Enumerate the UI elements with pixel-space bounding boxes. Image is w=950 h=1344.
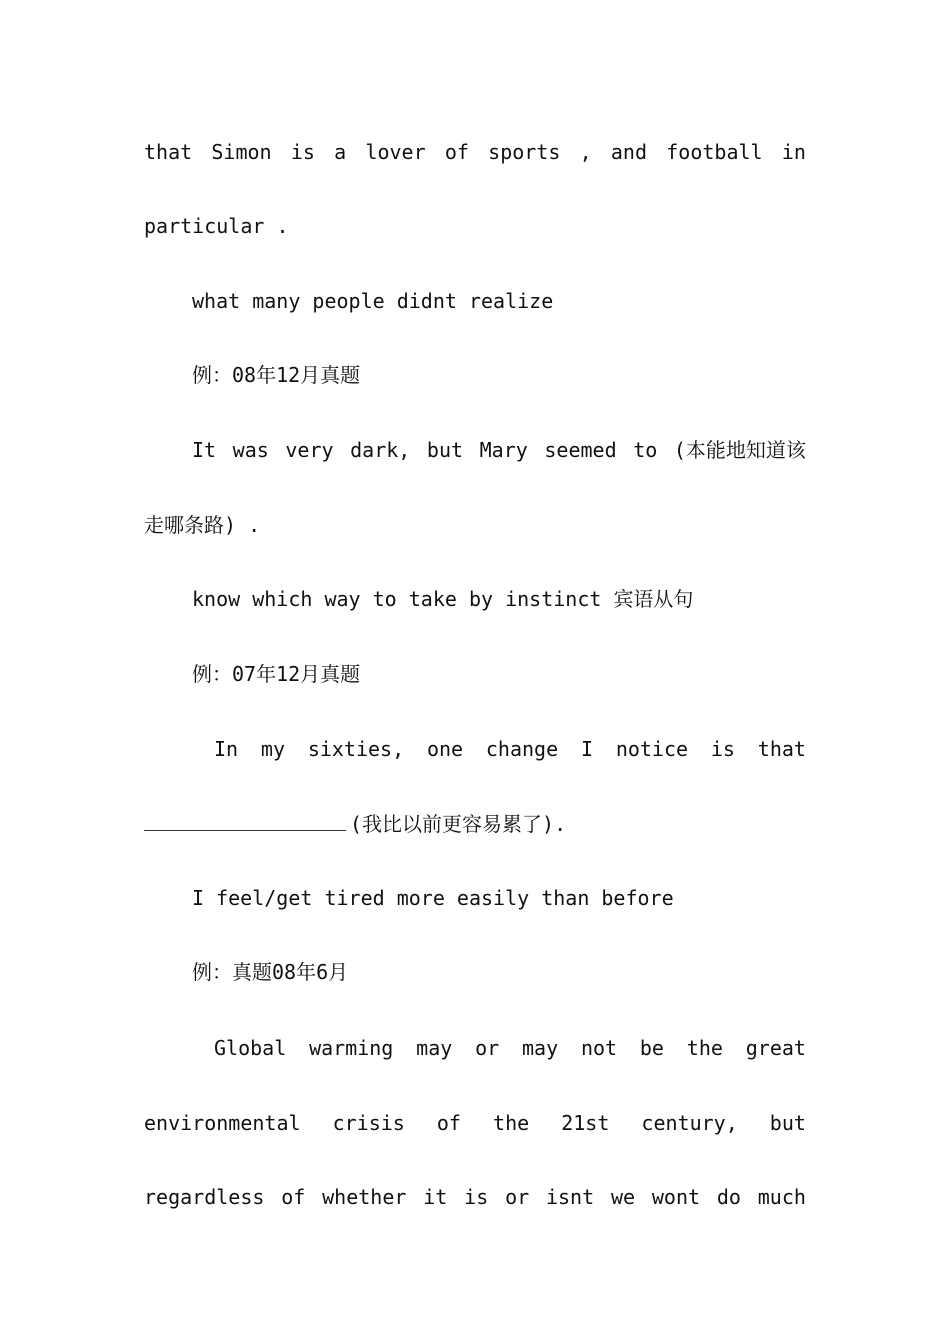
word: change [485,737,559,761]
word: Global [214,1036,287,1060]
word: isnt [545,1185,595,1209]
text-line-15 [144,1183,806,1211]
word: is [464,1185,489,1209]
word: or [475,1036,500,1060]
word: seemed [544,438,617,462]
text-line-6: 走哪条路) . [144,513,261,537]
word: or [505,1185,530,1209]
word: that [144,140,193,164]
word: warming [309,1036,394,1060]
example-heading-3: 例：真题08年6月 [192,960,349,984]
word: one [426,737,464,761]
word: sports [488,140,561,164]
word: (本能地知道该 [673,438,806,462]
word: is [290,140,315,164]
blank-hint: (我比以前更容易累了). [350,812,567,836]
word: environmental [144,1111,301,1135]
word: of [281,1185,306,1209]
word: , [579,140,592,164]
word: In [214,737,239,761]
word: very [285,438,334,462]
text-line-2: particular . [144,214,289,238]
text-line-1 [144,138,806,166]
answer-line-3: I feel/get tired more easily than before [192,886,674,910]
word: Mary [479,438,528,462]
word: of [444,140,469,164]
word: lover [365,140,426,164]
fill-in-blank [144,810,346,831]
word: I [580,737,593,761]
word: much [757,1185,806,1209]
word: my [260,737,285,761]
word: dark, [350,438,411,462]
text-line-14 [144,1109,806,1137]
word: century, [641,1111,738,1135]
word: be [639,1036,664,1060]
word: crisis [332,1111,405,1135]
word: but [769,1111,806,1135]
word: It [192,438,217,462]
word: 21st [561,1111,610,1135]
word: is [710,737,735,761]
word: sixties, [307,737,405,761]
example-heading-2: 例：07年12月真题 [192,662,361,686]
word: great [745,1036,806,1060]
word: in [781,140,806,164]
word: was [232,438,269,462]
word: do [716,1185,741,1209]
word: it [423,1185,448,1209]
answer-line-1: what many people didnt realize [192,289,554,313]
example-heading-1: 例：08年12月真题 [192,363,361,387]
text-line-13 [214,1034,806,1062]
word: of [436,1111,461,1135]
word: not [580,1036,618,1060]
word: a [334,140,347,164]
word: to [633,438,658,462]
text-line-5 [192,436,806,464]
word: may [522,1036,559,1060]
word: the [686,1036,723,1060]
word: notice [615,737,689,761]
word: that [757,737,806,761]
text-line-10 [144,810,806,838]
word: but [426,438,464,462]
word: the [493,1111,530,1135]
text-line-9 [214,735,806,763]
word: football [666,140,763,164]
word: wont [651,1185,701,1209]
word: and [610,140,648,164]
word: Simon [211,140,272,164]
word: we [610,1185,636,1209]
word: whether [322,1185,407,1209]
word: may [416,1036,453,1060]
word: regardless [144,1185,265,1209]
answer-line-2: know which way to take by instinct 宾语从句 [192,587,694,611]
